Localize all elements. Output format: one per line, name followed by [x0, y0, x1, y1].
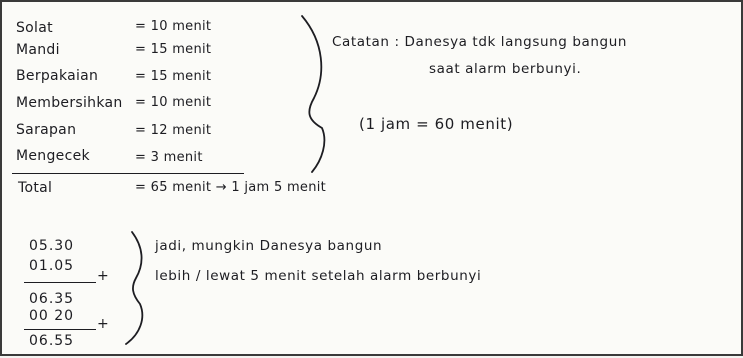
- activity-duration: = 15 menit: [135, 42, 212, 57]
- conversion-note: (1 jam = 60 menit): [359, 115, 514, 133]
- activity-duration: = 15 menit: [135, 69, 212, 84]
- final-time: 06.55: [29, 333, 75, 349]
- activity-name: Solat: [16, 20, 53, 36]
- right-brace-small: [126, 232, 142, 344]
- activity-duration: = 3 menit: [135, 150, 203, 165]
- total-label: Total: [18, 180, 53, 196]
- activity-duration: = 10 menit: [135, 95, 212, 110]
- delay-duration: 00 20: [29, 308, 75, 324]
- activity-duration: = 12 menit: [135, 123, 212, 138]
- intermediate-time: 06.35: [29, 291, 75, 307]
- activity-name: Mengecek: [16, 148, 90, 164]
- conclusion-line-1: jadi, mungkin Danesya bangun: [155, 238, 383, 254]
- activity-name: Sarapan: [16, 122, 77, 138]
- total-value: = 65 menit → 1 jam 5 menit: [135, 180, 327, 195]
- plus-sign: +: [97, 268, 110, 284]
- conclusion-line-2: lebih / lewat 5 menit setelah alarm berbunyi: [155, 268, 482, 284]
- plus-sign: +: [97, 316, 110, 332]
- activity-name: Berpakaian: [16, 68, 99, 84]
- right-brace-large: [302, 16, 324, 172]
- activity-name: Membersihkan: [16, 95, 123, 111]
- activity-name: Mandi: [16, 42, 60, 58]
- start-time: 05.30: [29, 238, 75, 254]
- added-duration: 01.05: [29, 258, 75, 274]
- bracket-drawing: [2, 2, 743, 358]
- activity-duration: = 10 menit: [135, 19, 212, 34]
- note-line-1: Catatan : Danesya tdk langsung bangun: [332, 34, 628, 50]
- note-line-2: saat alarm berbunyi.: [429, 61, 582, 77]
